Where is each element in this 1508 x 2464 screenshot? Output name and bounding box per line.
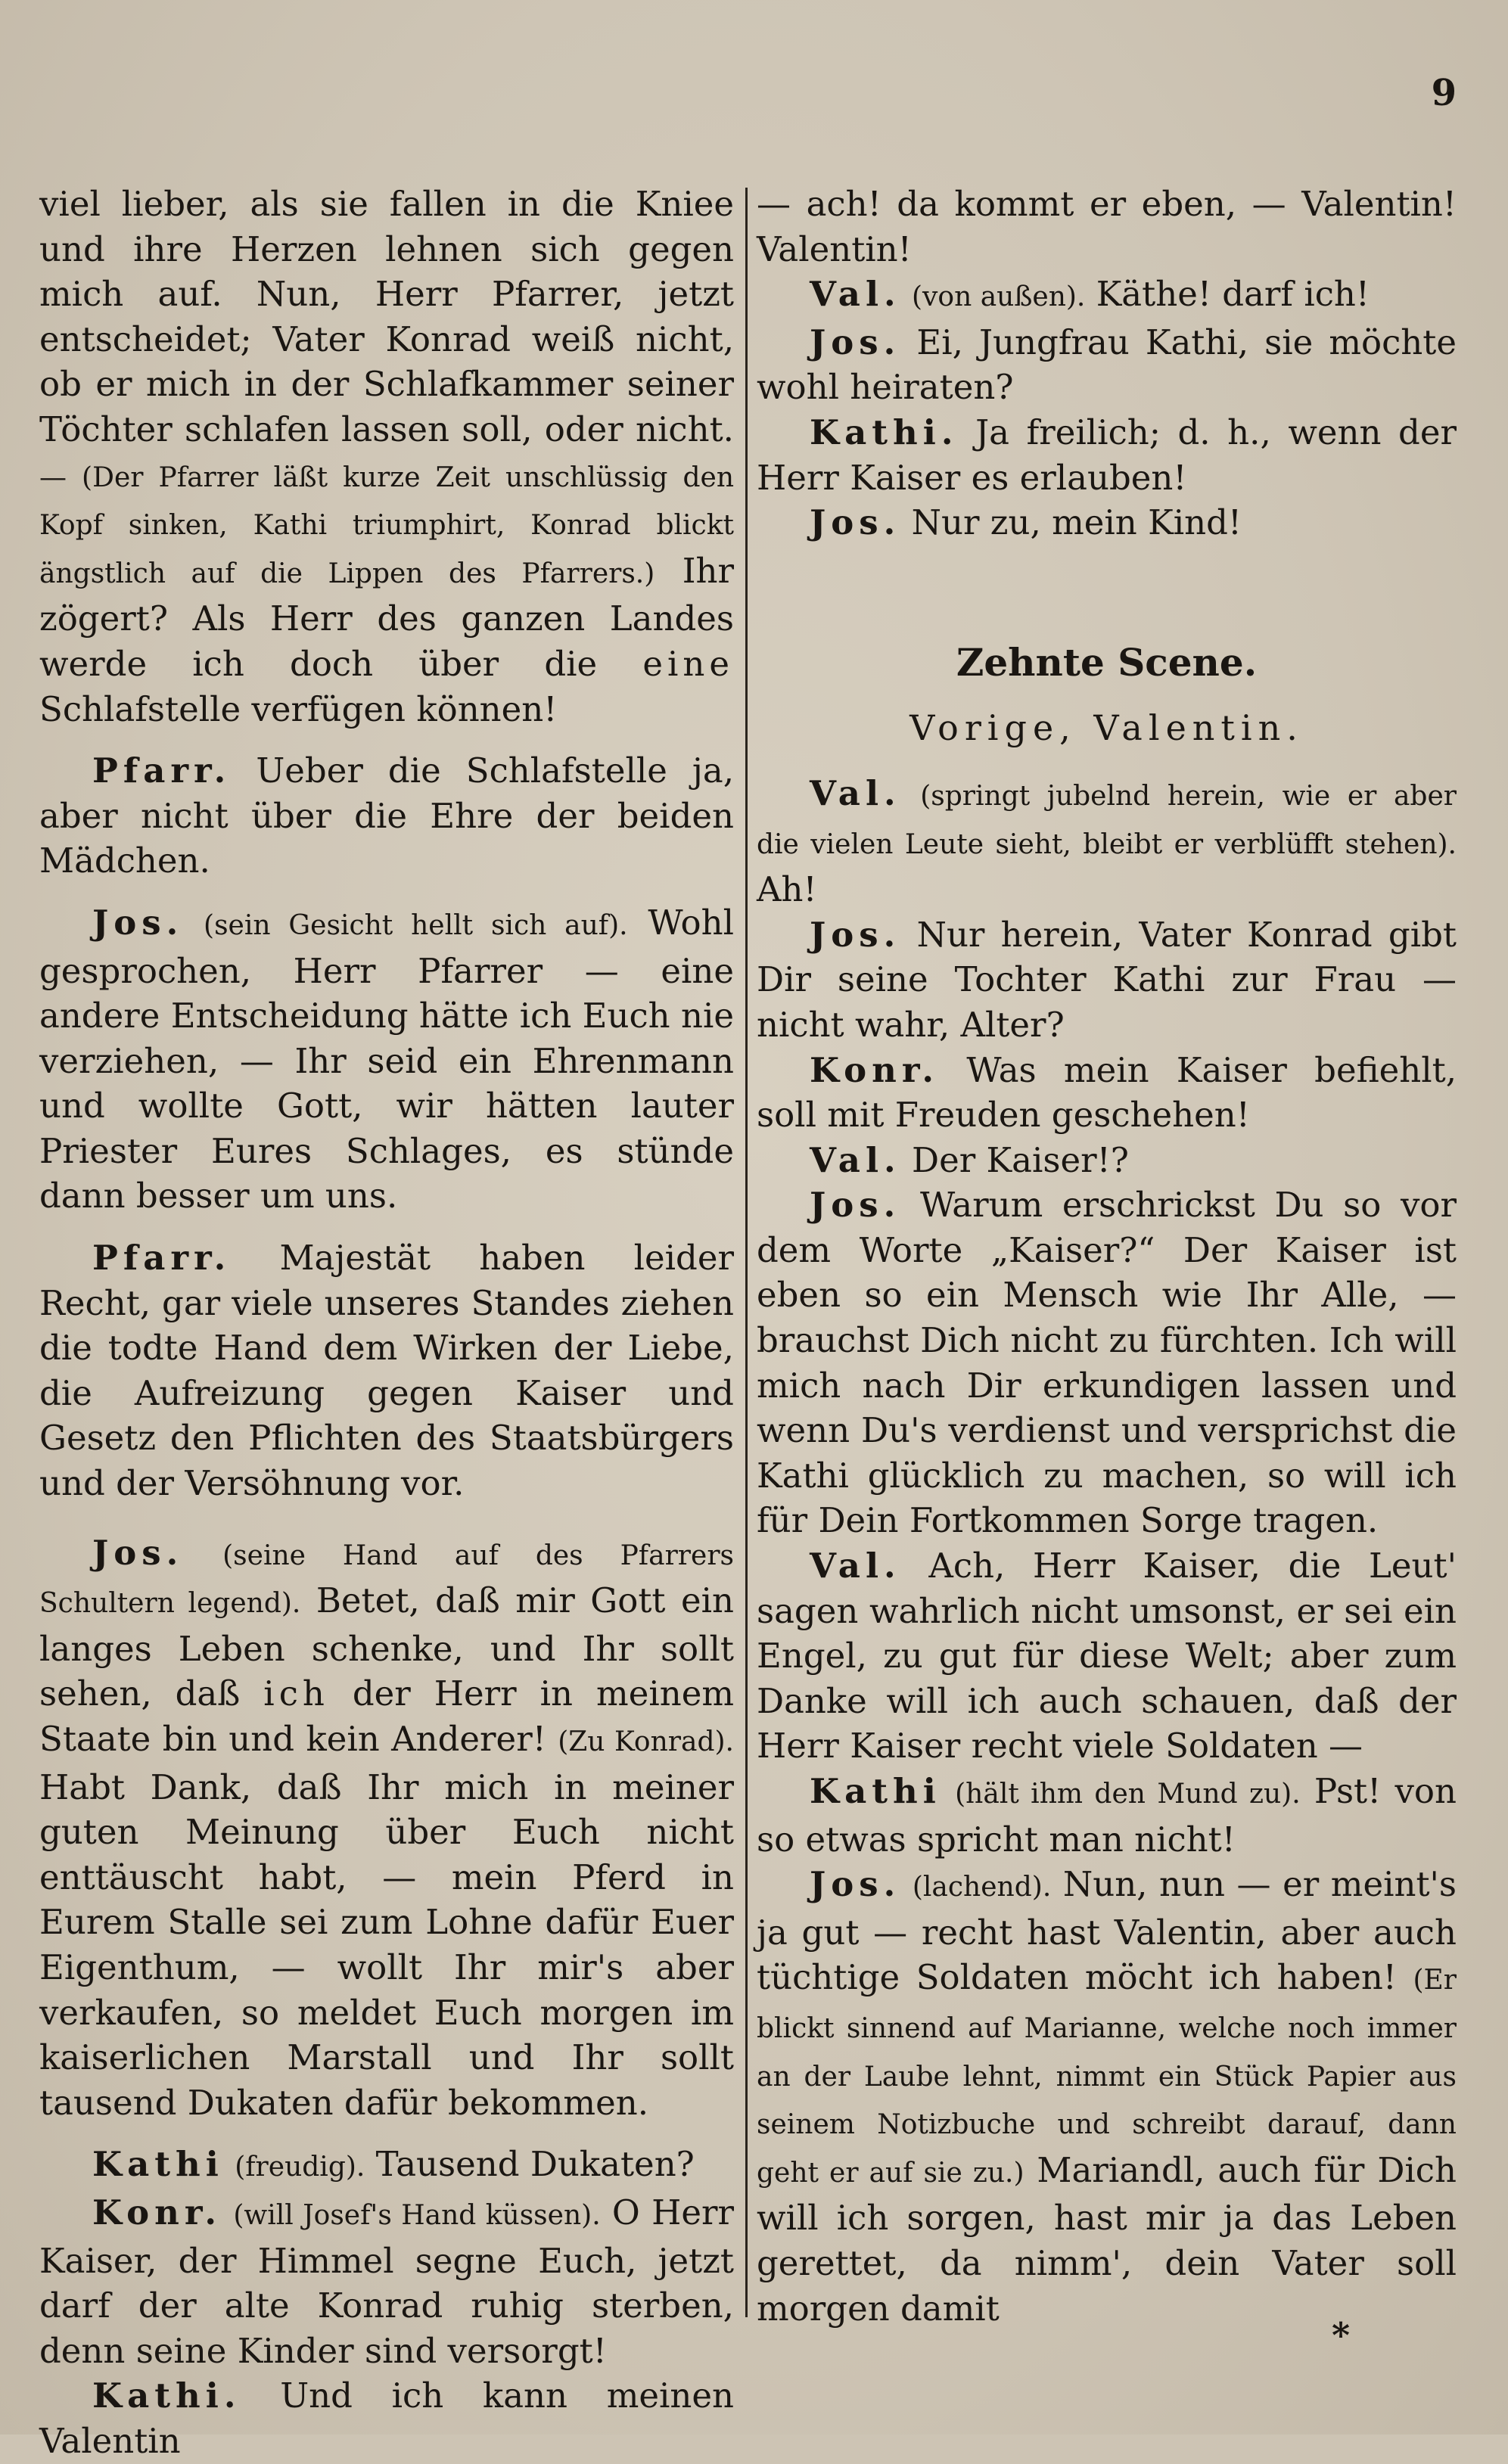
dialogue-text: Nun, nun — er meint's ja gut — recht hast Valentin, aber auch tüchtige Soldaten möcht ich haben! [757, 1864, 1457, 1998]
dialogue-text: Mariandl, auch für Dich will ich sorgen, hast mir ja das Leben gerettet, da nimm', dein Vater soll morgen damit [757, 2149, 1457, 2329]
dialogue-text: Käthe! darf ich! [1096, 274, 1370, 315]
paragraph [757, 1138, 1457, 1183]
speaker-name: Jos. [810, 914, 901, 955]
page-number: 9 [1431, 72, 1457, 114]
speaker-name: Jos. [810, 1864, 901, 1905]
stage-direction: (Er blickt sinnend auf Marianne, welche noch immer an der Laube lehnt, nimmt ein Stück Papier aus seinem Notizbuche und schreibt darauf, dann geht er auf sie zu.) [757, 1965, 1457, 2189]
speaker-name: Pfarr. [92, 1238, 232, 1279]
paragraph [39, 900, 734, 1219]
scene-cast: Vorige, Valentin. [909, 707, 1304, 749]
paragraph [757, 912, 1457, 1048]
dialogue-text: Warum erschrickst Du so vor dem Worte „Kaiser?“ Der Kaiser ist eben so ein Mensch wie Ihr Alle, — brauchst Dich nicht zu fürchten. Ich will mich nach Dir erkundigen lassen und wenn Du's verdienst und versprichst die Kathi glücklich zu machen, so will ich für Dein Fortkommen Sorge tragen. [757, 1185, 1457, 1541]
speaker-name: Konr. [810, 1049, 940, 1090]
dialogue-text: Schlafstelle verfügen können! [39, 688, 558, 729]
stage-direction: (sein Gesicht hellt sich auf). [204, 909, 628, 941]
scene-title: Zehnte Scene. [956, 639, 1258, 685]
paragraph [39, 2142, 734, 2190]
dialogue-text: Ja freilich; d. h., wenn der Herr Kaiser es erlauben! [757, 412, 1457, 498]
stage-direction: (hält ihm den Mund zu). [955, 1779, 1301, 1810]
dialogue-text: Pst! von so etwas spricht man nicht! [757, 1771, 1457, 1860]
paragraph [757, 1862, 1457, 2331]
speaker-name: Konr. [92, 2192, 222, 2233]
paragraph [757, 771, 1457, 912]
speaker-name: Kathi. [810, 412, 959, 452]
dialogue-text: Wohl gesprochen, Herr Pfarrer — eine andere Entscheidung hätte ich Euch nie verziehen, — Ihr seid ein Ehrenmann und wollte Gott, wir hätten lauter Priester Eures Schlages, es stünde dann besser um uns. [39, 902, 734, 1216]
stage-direction: (freudig). [235, 2152, 365, 2183]
stage-direction: (will Josef's Hand küssen). [233, 2199, 601, 2231]
dialogue-text: Ah! [757, 869, 817, 910]
right-column [757, 182, 1457, 2331]
paragraph [757, 1543, 1457, 1769]
paragraph [757, 410, 1457, 500]
paragraph [757, 272, 1457, 320]
stage-direction: (lachend). [912, 1872, 1052, 1903]
column-divider [745, 188, 748, 2317]
emphasis: ich [263, 1673, 329, 1714]
dialogue-text: Der Kaiser!? [912, 1139, 1129, 1180]
stage-direction: (Zu Konrad). [558, 1726, 734, 1757]
dialogue-text: Habt Dank, daß Ihr mich in meiner guten Meinung über Euch nicht enttäuscht habt, — mein Pferd in Eurem Stalle sei zum Lohne dafür Euer Eigenthum, — wollt Ihr mir's aber verkaufen, so meldet Euch morgen im kaiserlichen Marstall und Ihr sollt tausend Dukaten dafür bekommen. [39, 1766, 734, 2123]
dialogue-text: der Herr in meinem Staate bin und kein Anderer! [39, 1673, 734, 1759]
paragraph [39, 2190, 734, 2373]
dialogue-text: Majestät haben leider Recht, gar viele unseres Standes ziehen die todte Hand dem Wirken der Liebe, die Aufreizung gegen Kaiser und Gesetz den Pflichten des Staatsbürgers und der Versöhnung vor. [39, 1238, 734, 1504]
speaker-name: Jos. [810, 322, 901, 362]
speaker-name: Pfarr. [92, 750, 232, 791]
paragraph [757, 1769, 1457, 1862]
left-column [39, 182, 734, 2464]
speaker-name: Jos. [92, 1532, 184, 1573]
dialogue-text: Ihr zögert? Als Herr des ganzen Landes werde ich doch über die [39, 550, 734, 684]
paragraph [757, 1182, 1457, 1543]
dialogue-text: Ei, Jungfrau Kathi, sie möchte wohl heiraten? [757, 322, 1457, 408]
dialogue-text: Was mein Kaiser befiehlt, soll mit Freuden geschehen! [757, 1049, 1457, 1136]
dialogue-text: Nur zu, mein Kind! [911, 502, 1242, 543]
dialogue-text: O Herr Kaiser, der Himmel segne Euch, jetzt darf der alte Konrad ruhig sterben, denn seine Kinder sind versorgt! [39, 2192, 734, 2371]
dialogue-text: Tausend Dukaten? [375, 2144, 695, 2185]
emphasis: eine [642, 643, 734, 684]
speaker-name: Jos. [810, 1185, 901, 1226]
dialogue-text: Ach, Herr Kaiser, die Leut' sagen wahrlich nicht umsonst, er sei ein Engel, zu gut für diese Welt; aber zum Danke will ich auch schauen, daß der Herr Kaiser recht viele Soldaten — [757, 1546, 1457, 1766]
speaker-name: Val. [810, 1546, 901, 1586]
speaker-name: Val. [810, 274, 901, 315]
paragraph [39, 182, 734, 732]
speaker-name: Val. [810, 772, 901, 813]
speaker-name: Kathi [810, 1771, 941, 1811]
paragraph [39, 1530, 734, 2126]
dialogue-text: — ach! da kommt er eben, — Valentin! Valentin! [757, 184, 1457, 269]
speaker-name: Kathi [92, 2144, 224, 2185]
paragraph [39, 2373, 734, 2463]
paragraph [39, 748, 734, 884]
paragraph [39, 1235, 734, 1506]
dialogue-text: viel lieber, als sie fallen in die Kniee und ihre Herzen lehnen sich gegen mich auf. Nun, Herr Pfarrer, jetzt entscheidet; Vater Konrad weiß nicht, ob er mich in der Schlafkammer seiner Töchter schlafen lassen soll, oder nicht. [39, 184, 734, 449]
stage-direction: — (Der Pfarrer läßt kurze Zeit unschlüssig den Kopf sinken, Kathi triumphirt, Konrad blickt ängstlich auf die Lippen des Pfarrers.) [39, 461, 734, 589]
speaker-name: Kathi. [92, 2375, 241, 2416]
paragraph [757, 500, 1457, 545]
speaker-name: Jos. [92, 902, 184, 943]
signature-mark: * [1332, 2315, 1351, 2356]
dialogue-text: Und ich kann meinen Valentin [39, 2375, 734, 2461]
dialogue-text: Nur herein, Vater Konrad gibt Dir seine Tochter Kathi zur Frau — nicht wahr, Alter? [757, 914, 1457, 1045]
paragraph [757, 1048, 1457, 1138]
stage-direction: (springt jubelnd herein, wie er aber die vielen Leute sieht, bleibt er verblüfft stehen). [757, 780, 1457, 860]
dialogue-text: Betet, daß mir Gott ein langes Leben schenke, und Ihr sollt sehen, daß [39, 1580, 734, 1714]
stage-direction: (von außen). [912, 281, 1086, 313]
paragraph [757, 182, 1457, 272]
speaker-name: Jos. [810, 502, 901, 543]
speaker-name: Val. [810, 1139, 901, 1180]
dialogue-text: Ueber die Schlafstelle ja, aber nicht über die Ehre der beiden Mädchen. [39, 750, 734, 881]
stage-direction: (seine Hand auf des Pfarrers Schultern legend). [39, 1540, 735, 1620]
paragraph [757, 320, 1457, 410]
